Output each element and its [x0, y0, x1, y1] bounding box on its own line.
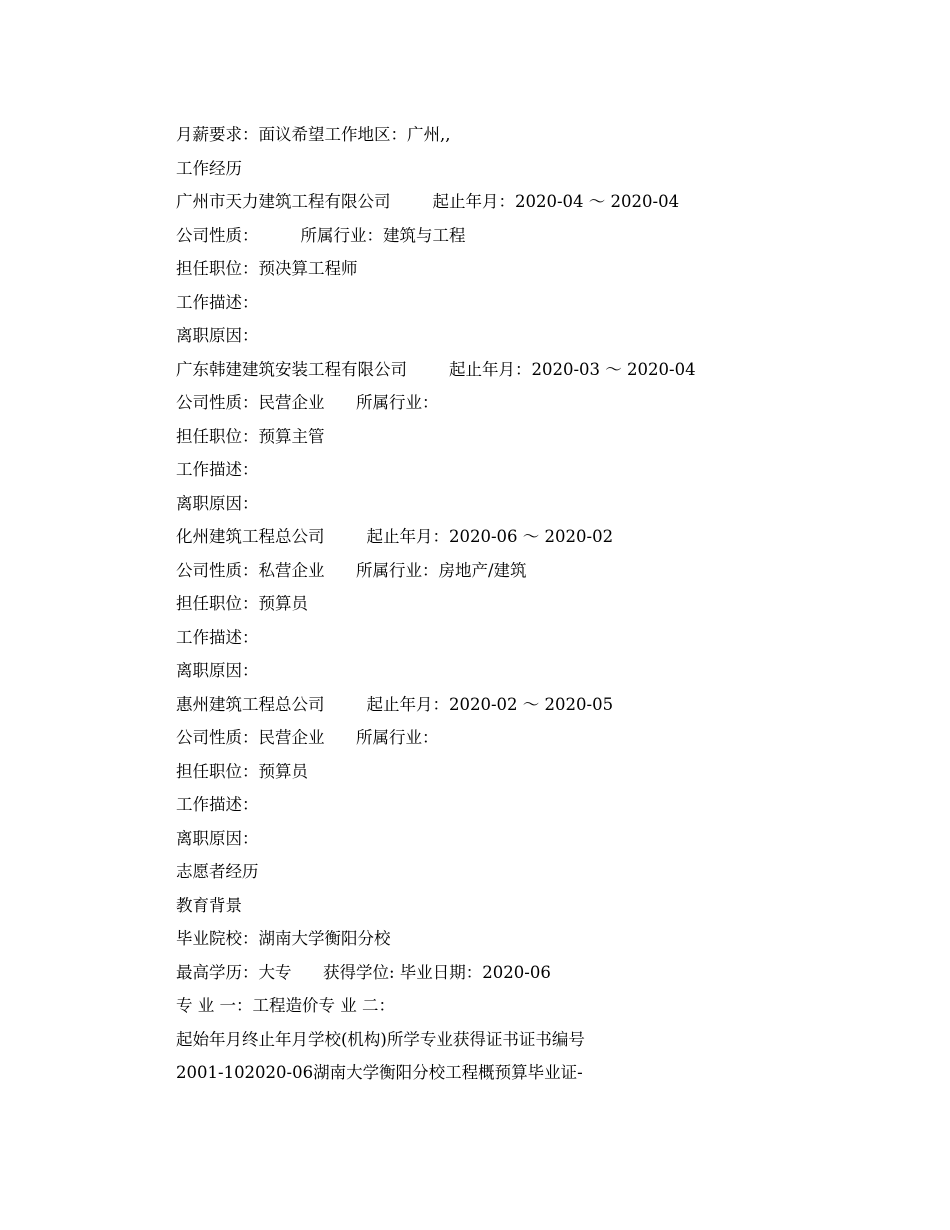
job-2-description: 工作描述：	[176, 460, 259, 479]
job-4-description: 工作描述：	[176, 795, 259, 814]
highest-degree-line: 最高学历：大专 获得学位: 毕业日期：2020-06	[176, 962, 551, 982]
job-2-position: 担任职位：预算主管	[176, 426, 325, 446]
job-2-leaving-reason: 离职原因：	[176, 493, 259, 513]
resume-document	[176, 118, 896, 1090]
majors-line: 专 业 一：工程造价专 业 二：	[176, 996, 395, 1015]
job-3-position: 担任职位：预算员	[176, 594, 308, 613]
job-2-company-period: 广东韩建建筑安装工程有限公司 起止年月：2020-03 ～ 2020-04	[176, 359, 696, 379]
job-3-description: 工作描述：	[176, 627, 259, 647]
education-table-row: 2001-102020-06湖南大学衡阳分校工程概预算毕业证-	[176, 1063, 583, 1082]
job-3-company-period: 化州建筑工程总公司 起止年月：2020-06 ～ 2020-02	[176, 527, 614, 546]
job-1-company-type-industry: 公司性质： 所属行业：建筑与工程	[176, 225, 466, 245]
job-1-company-period: 广州市天力建筑工程有限公司 起止年月：2020-04 ～ 2020-04	[176, 192, 680, 211]
job-4-company-period: 惠州建筑工程总公司 起止年月：2020-02 ～ 2020-05	[176, 694, 614, 714]
job-1-leaving-reason: 离职原因：	[176, 326, 259, 345]
work-experience-heading: 工作经历	[176, 158, 242, 178]
job-3-leaving-reason: 离职原因：	[176, 661, 259, 680]
job-4-position: 担任职位：预算员	[176, 761, 308, 781]
job-1-description: 工作描述：	[176, 292, 259, 312]
job-3-company-type-industry: 公司性质：私营企业 所属行业：房地产/建筑	[176, 560, 527, 580]
volunteer-experience-heading: 志愿者经历	[176, 862, 259, 881]
job-2-company-type-industry: 公司性质：民营企业 所属行业：	[176, 393, 439, 412]
graduated-school: 毕业院校：湖南大学衡阳分校	[176, 929, 391, 948]
job-4-leaving-reason: 离职原因：	[176, 828, 259, 848]
education-table-header: 起始年月终止年月学校(机构)所学专业获得证书证书编号	[176, 1029, 585, 1049]
salary-expectation-line: 月薪要求：面议希望工作地区：广州,,	[176, 125, 451, 144]
education-heading: 教育背景	[176, 895, 242, 915]
job-1-position: 担任职位：预决算工程师	[176, 259, 358, 278]
job-4-company-type-industry: 公司性质：民营企业 所属行业：	[176, 728, 439, 747]
